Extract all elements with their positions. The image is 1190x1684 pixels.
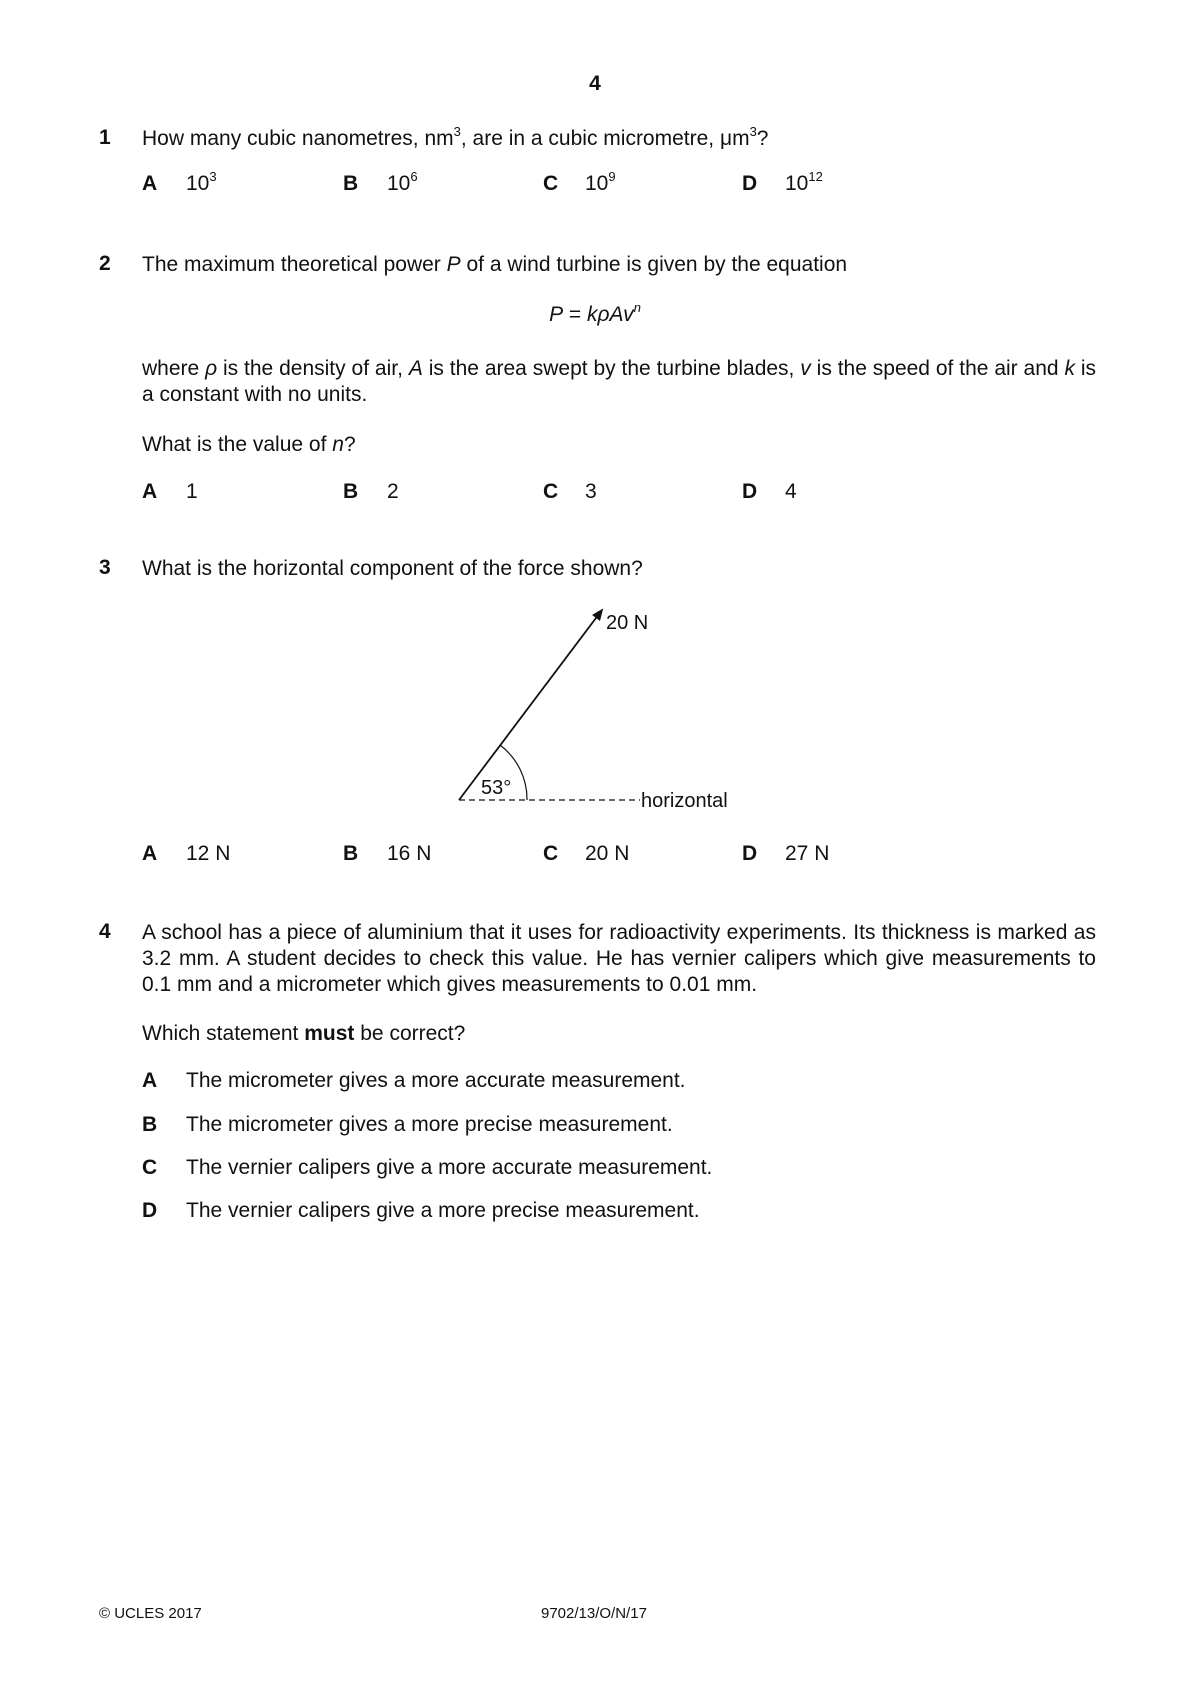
- question-2-prompt: What is the value of n?: [142, 433, 356, 456]
- horizontal-label: horizontal: [641, 790, 728, 812]
- question-2-where-text: where ρ is the density of air, A is the area swept by the turbine blades, v is the speed of the air and k is a constant with no units.: [142, 357, 1097, 406]
- option-letter: C: [142, 1156, 158, 1179]
- option-value: The vernier calipers give a more precise measurement.: [186, 1199, 700, 1222]
- question-4-text: A school has a piece of aluminium that it uses for radioactivity experiments. Its thickness is marked as 3.2 mm. A student decides to check this value. He has vernier calipers which give measurements to 0.1 mm and a micrometer which gives measurements to 0.01 mm.: [142, 921, 1096, 996]
- force-vector-arrow: [459, 610, 602, 800]
- option-value: The micrometer gives a more precise measurement.: [186, 1113, 673, 1136]
- option-letter: D: [742, 842, 758, 865]
- option-letter: A: [142, 842, 158, 865]
- option-value: $10^9$: [585, 169, 616, 195]
- option-value: 2: [387, 480, 399, 503]
- page-number: 4: [589, 72, 601, 95]
- option-value: 27 N: [785, 842, 830, 865]
- option-value: $10^3$: [186, 169, 217, 195]
- option-letter: C: [543, 172, 559, 195]
- option-letter: D: [742, 480, 758, 503]
- option-value: The vernier calipers give a more accurate measurement.: [186, 1156, 713, 1179]
- force-magnitude-label: 20 N: [606, 612, 649, 634]
- option-letter: D: [142, 1199, 158, 1222]
- option-letter: A: [142, 480, 158, 503]
- angle-label: 53°: [481, 777, 512, 799]
- option-letter: B: [343, 842, 359, 865]
- question-1-number: 1: [99, 126, 111, 149]
- question-4-prompt: Which statement must be correct?: [142, 1022, 466, 1045]
- option-value: 20 N: [585, 842, 630, 865]
- question-3-number: 3: [99, 556, 111, 579]
- option-letter: A: [142, 172, 158, 195]
- option-letter: B: [343, 480, 359, 503]
- option-letter: C: [543, 480, 559, 503]
- option-value: The micrometer gives a more accurate measurement.: [186, 1069, 686, 1092]
- option-letter: C: [543, 842, 559, 865]
- option-value: $10^6$: [387, 169, 418, 195]
- option-letter: B: [142, 1113, 158, 1136]
- question-2-text: The maximum theoretical power P of a wind turbine is given by the equation: [142, 253, 848, 276]
- option-value: 1: [186, 480, 198, 503]
- question-4-number: 4: [99, 920, 111, 943]
- power-equation: P = kρAv$^n$: [549, 300, 641, 326]
- question-2-number: 2: [99, 252, 111, 275]
- option-letter: A: [142, 1069, 158, 1092]
- option-value: 16 N: [387, 842, 432, 865]
- footer-paper-code: 9702/13/O/N/17: [541, 1605, 647, 1622]
- option-letter: D: [742, 172, 758, 195]
- option-value: 12 N: [186, 842, 231, 865]
- option-letter: B: [343, 172, 359, 195]
- question-3-text: What is the horizontal component of the force shown?: [142, 557, 643, 580]
- footer-copyright: © UCLES 2017: [99, 1605, 202, 1622]
- option-value: $10^{12}$: [785, 169, 823, 195]
- question-1-text: How many cubic nanometres, $nm^3$, are in a cubic micrometre, $\mu m^3$?: [142, 124, 769, 150]
- option-value: 4: [785, 480, 797, 503]
- option-value: 3: [585, 480, 597, 503]
